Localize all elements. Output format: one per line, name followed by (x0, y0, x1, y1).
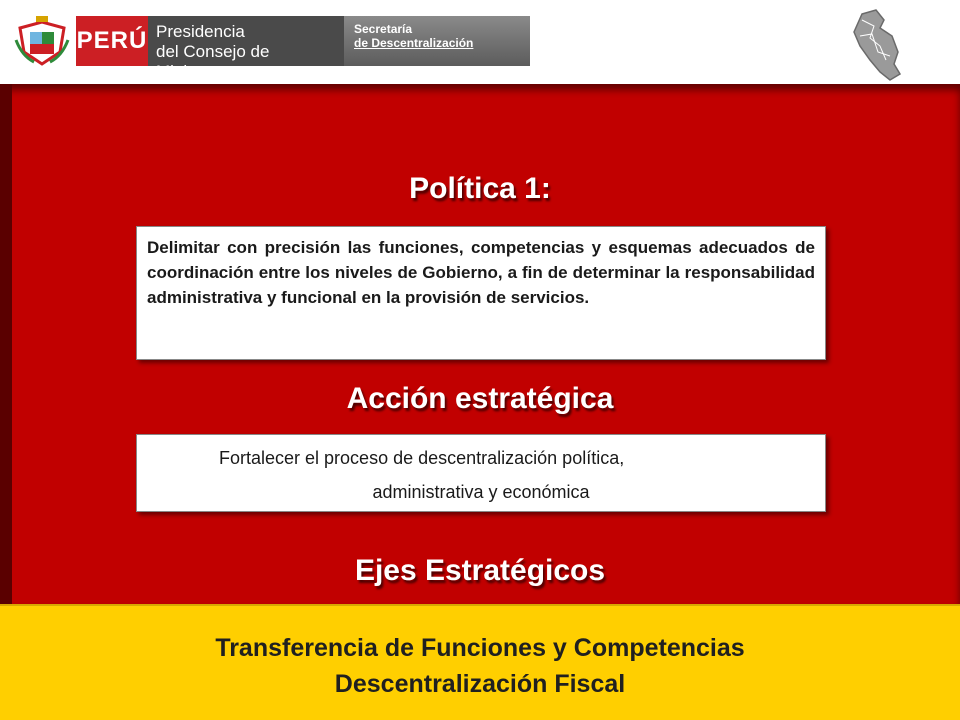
peru-map-icon (840, 6, 920, 86)
action-text-line2: administrativa y económica (372, 482, 590, 502)
axes-title: Ejes Estratégicos (354, 554, 606, 587)
policy-text: Delimitar con precisión las funciones, competencias y esquemas adecuados de coordinación entre los niveles de Gobierno, a fin de determinar la responsabilidad administrativa y funcional en la provisión de servicios. (136, 226, 826, 360)
footer-line1: Transferencia de Funciones y Competencias (215, 634, 745, 662)
institution-logo (8, 10, 530, 81)
action-text-box (136, 434, 826, 512)
department-line2: de Descentralización (354, 36, 474, 50)
department-name (344, 16, 530, 66)
header-bar (0, 0, 960, 84)
institution-name (148, 16, 344, 81)
footer-line2: Descentralización Fiscal (334, 670, 626, 698)
coat-of-arms-icon (8, 10, 76, 70)
institution-line1: Presidencia (156, 22, 245, 41)
footer-band (0, 604, 960, 720)
institution-line2: del Consejo de Ministros (156, 42, 270, 81)
country-label: PERÚ (76, 16, 148, 66)
action-title: Acción estratégica (346, 382, 614, 415)
policy-title: Política 1: (409, 172, 551, 205)
main-panel (0, 84, 960, 604)
action-text-line1: Fortalecer el proceso de descentralización política, (219, 448, 625, 468)
department-line1: Secretaría (354, 22, 413, 36)
